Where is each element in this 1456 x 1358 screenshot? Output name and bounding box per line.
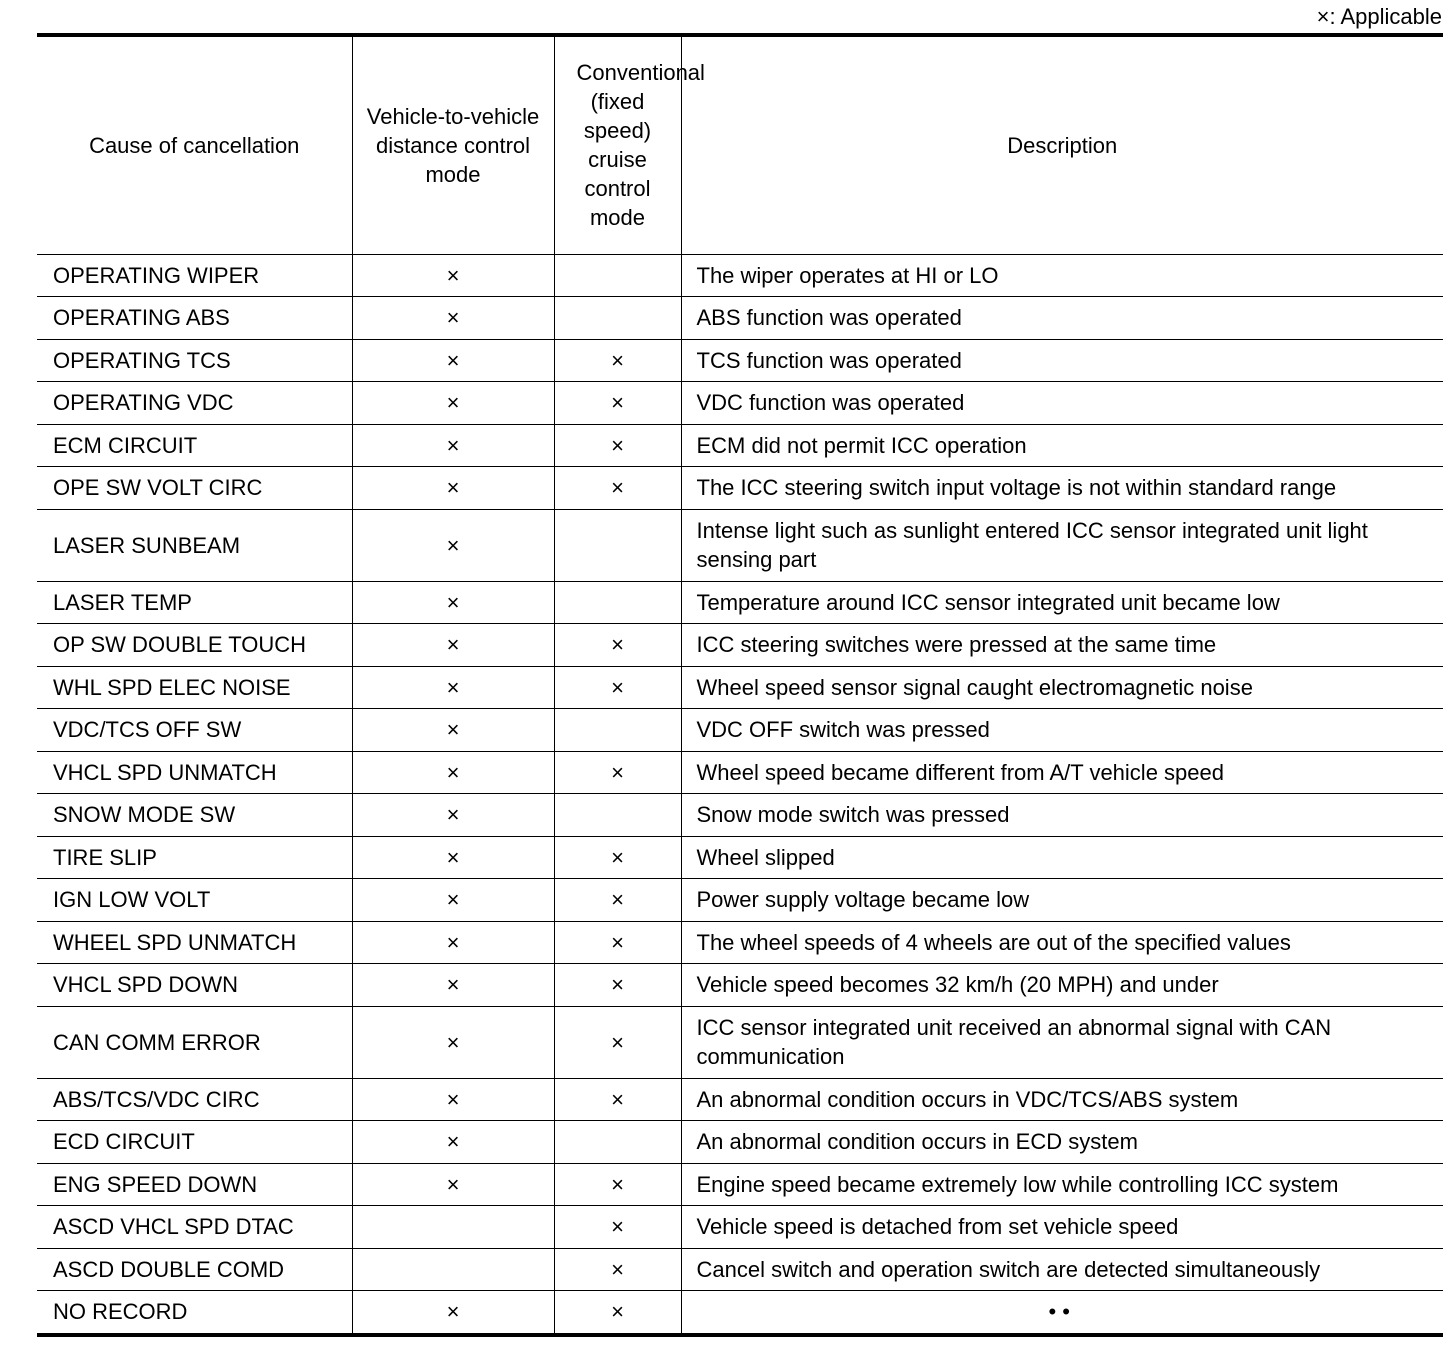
description-cell: Cancel switch and operation switch are detected simultaneously xyxy=(681,1248,1443,1291)
cause-cell: CAN COMM ERROR xyxy=(37,1006,352,1078)
conventional-mode-mark: × xyxy=(554,1078,681,1121)
vehicle-mode-mark: × xyxy=(352,794,554,837)
conventional-mode-mark: × xyxy=(554,964,681,1007)
description-cell: TCS function was operated xyxy=(681,339,1443,382)
conventional-mode-mark: × xyxy=(554,1291,681,1335)
description-cell: Engine speed became extremely low while controlling ICC system xyxy=(681,1163,1443,1206)
conventional-mode-mark xyxy=(554,581,681,624)
cause-cell: TIRE SLIP xyxy=(37,836,352,879)
cause-cell: OPERATING WIPER xyxy=(37,254,352,297)
description-cell: An abnormal condition occurs in ECD system xyxy=(681,1121,1443,1164)
conventional-mode-mark: × xyxy=(554,424,681,467)
header-conventional-mode: Conventional (fixed speed) cruise control mode xyxy=(554,35,681,254)
cause-cell: OPERATING TCS xyxy=(37,339,352,382)
cause-cell: ABS/TCS/VDC CIRC xyxy=(37,1078,352,1121)
description-cell: The ICC steering switch input voltage is not within standard range xyxy=(681,467,1443,510)
description-cell: ICC steering switches were pressed at the same time xyxy=(681,624,1443,667)
cause-cell: OPERATING ABS xyxy=(37,297,352,340)
cause-cell: VHCL SPD UNMATCH xyxy=(37,751,352,794)
description-cell: Temperature around ICC sensor integrated unit became low xyxy=(681,581,1443,624)
description-cell: Vehicle speed becomes 32 km/h (20 MPH) and under xyxy=(681,964,1443,1007)
cause-cell: NO RECORD xyxy=(37,1291,352,1335)
vehicle-mode-mark: × xyxy=(352,1121,554,1164)
conventional-mode-mark: × xyxy=(554,339,681,382)
table-row xyxy=(37,1078,1443,1121)
conventional-mode-mark xyxy=(554,254,681,297)
description-cell: The wiper operates at HI or LO xyxy=(681,254,1443,297)
description-cell: Snow mode switch was pressed xyxy=(681,794,1443,837)
table-row xyxy=(37,879,1443,922)
vehicle-mode-mark: × xyxy=(352,1291,554,1335)
description-cell: Wheel slipped xyxy=(681,836,1443,879)
cause-cell: WHEEL SPD UNMATCH xyxy=(37,921,352,964)
cause-cell: OPERATING VDC xyxy=(37,382,352,425)
table-row xyxy=(37,339,1443,382)
table-row xyxy=(37,624,1443,667)
conventional-mode-mark xyxy=(554,709,681,752)
vehicle-mode-mark: × xyxy=(352,879,554,922)
vehicle-mode-mark: × xyxy=(352,751,554,794)
conventional-mode-mark xyxy=(554,1121,681,1164)
conventional-mode-mark: × xyxy=(554,751,681,794)
vehicle-mode-mark: × xyxy=(352,339,554,382)
description-cell: ABS function was operated xyxy=(681,297,1443,340)
vehicle-mode-mark: × xyxy=(352,297,554,340)
description-cell: Intense light such as sunlight entered ICC sensor integrated unit light sensing part xyxy=(681,509,1443,581)
table-body xyxy=(37,254,1443,1335)
vehicle-mode-mark: × xyxy=(352,254,554,297)
vehicle-mode-mark xyxy=(352,1206,554,1249)
table-row xyxy=(37,921,1443,964)
table-row xyxy=(37,382,1443,425)
description-cell: ICC sensor integrated unit received an abnormal signal with CAN communication xyxy=(681,1006,1443,1078)
table-row xyxy=(37,297,1443,340)
table-row xyxy=(37,1121,1443,1164)
cause-cell: VDC/TCS OFF SW xyxy=(37,709,352,752)
cause-cell: OPE SW VOLT CIRC xyxy=(37,467,352,510)
description-cell: Vehicle speed is detached from set vehicle speed xyxy=(681,1206,1443,1249)
conventional-mode-mark: × xyxy=(554,1006,681,1078)
header-description: Description xyxy=(681,35,1443,254)
cause-cell: ECM CIRCUIT xyxy=(37,424,352,467)
conventional-mode-mark xyxy=(554,297,681,340)
header-cause: Cause of cancellation xyxy=(37,35,352,254)
vehicle-mode-mark: × xyxy=(352,424,554,467)
conventional-mode-mark xyxy=(554,509,681,581)
table-row xyxy=(37,964,1443,1007)
table-row xyxy=(37,467,1443,510)
cause-cell: ASCD DOUBLE COMD xyxy=(37,1248,352,1291)
vehicle-mode-mark: × xyxy=(352,836,554,879)
cancellation-table xyxy=(37,33,1443,1337)
vehicle-mode-mark xyxy=(352,1248,554,1291)
cause-cell: WHL SPD ELEC NOISE xyxy=(37,666,352,709)
description-cell: Wheel speed became different from A/T vehicle speed xyxy=(681,751,1443,794)
vehicle-mode-mark: × xyxy=(352,509,554,581)
description-cell: VDC OFF switch was pressed xyxy=(681,709,1443,752)
vehicle-mode-mark: × xyxy=(352,1163,554,1206)
description-cell: • • xyxy=(681,1291,1443,1335)
table-row xyxy=(37,709,1443,752)
vehicle-mode-mark: × xyxy=(352,666,554,709)
conventional-mode-mark: × xyxy=(554,1206,681,1249)
cause-cell: VHCL SPD DOWN xyxy=(37,964,352,1007)
vehicle-mode-mark: × xyxy=(352,581,554,624)
table-row xyxy=(37,666,1443,709)
conventional-mode-mark: × xyxy=(554,921,681,964)
table-row xyxy=(37,424,1443,467)
vehicle-mode-mark: × xyxy=(352,921,554,964)
cause-cell: LASER SUNBEAM xyxy=(37,509,352,581)
conventional-mode-mark: × xyxy=(554,1163,681,1206)
table-row xyxy=(37,1248,1443,1291)
vehicle-mode-mark: × xyxy=(352,709,554,752)
vehicle-mode-mark: × xyxy=(352,1006,554,1078)
conventional-mode-mark: × xyxy=(554,1248,681,1291)
conventional-mode-mark: × xyxy=(554,666,681,709)
vehicle-mode-mark: × xyxy=(352,467,554,510)
header-vehicle-mode: Vehicle-to-vehicle distance control mode xyxy=(352,35,554,254)
table-row xyxy=(37,751,1443,794)
table-header-row xyxy=(37,35,1443,254)
table-row xyxy=(37,1206,1443,1249)
table-row xyxy=(37,836,1443,879)
conventional-mode-mark: × xyxy=(554,624,681,667)
cause-cell: SNOW MODE SW xyxy=(37,794,352,837)
table-row xyxy=(37,794,1443,837)
conventional-mode-mark: × xyxy=(554,879,681,922)
cause-cell: ECD CIRCUIT xyxy=(37,1121,352,1164)
table-row xyxy=(37,509,1443,581)
description-cell: Wheel speed sensor signal caught electromagnetic noise xyxy=(681,666,1443,709)
conventional-mode-mark: × xyxy=(554,836,681,879)
table-row xyxy=(37,581,1443,624)
table-row xyxy=(37,1163,1443,1206)
cause-cell: ASCD VHCL SPD DTAC xyxy=(37,1206,352,1249)
description-cell: Power supply voltage became low xyxy=(681,879,1443,922)
table-row xyxy=(37,254,1443,297)
conventional-mode-mark xyxy=(554,794,681,837)
table-row xyxy=(37,1006,1443,1078)
vehicle-mode-mark: × xyxy=(352,1078,554,1121)
conventional-mode-mark: × xyxy=(554,467,681,510)
vehicle-mode-mark: × xyxy=(352,624,554,667)
conventional-mode-mark: × xyxy=(554,382,681,425)
vehicle-mode-mark: × xyxy=(352,964,554,1007)
cause-cell: OP SW DOUBLE TOUCH xyxy=(37,624,352,667)
description-cell: An abnormal condition occurs in VDC/TCS/ABS system xyxy=(681,1078,1443,1121)
description-cell: VDC function was operated xyxy=(681,382,1443,425)
cause-cell: ENG SPEED DOWN xyxy=(37,1163,352,1206)
cause-cell: LASER TEMP xyxy=(37,581,352,624)
applicable-legend: ×: Applicable xyxy=(1316,4,1442,29)
vehicle-mode-mark: × xyxy=(352,382,554,425)
cause-cell: IGN LOW VOLT xyxy=(37,879,352,922)
table-row xyxy=(37,1291,1443,1335)
description-cell: The wheel speeds of 4 wheels are out of the specified values xyxy=(681,921,1443,964)
description-cell: ECM did not permit ICC operation xyxy=(681,424,1443,467)
